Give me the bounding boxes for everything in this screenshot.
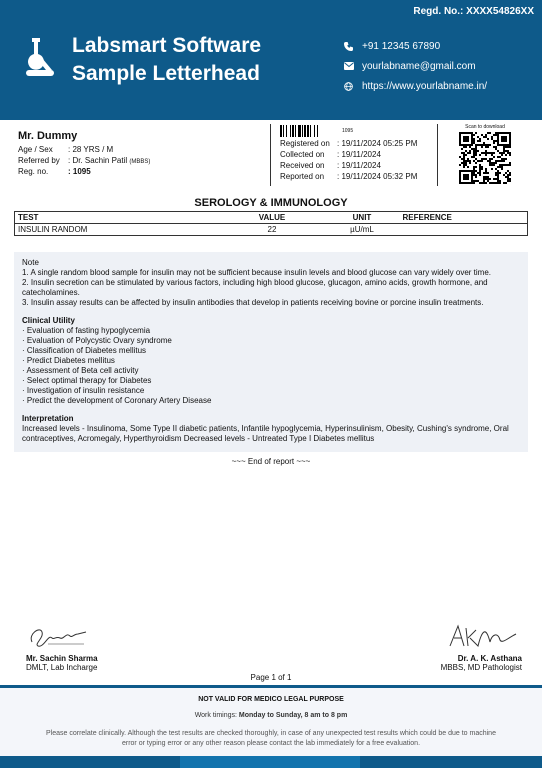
interpretation-title: Interpretation	[22, 414, 74, 423]
notes-box	[14, 252, 528, 452]
received-row: Received on : 19/11/2024	[280, 161, 381, 170]
table-row: INSULIN RANDOM 22 µU/mL	[15, 224, 528, 236]
barcode-icon	[280, 125, 338, 137]
clinical-utility-title: Clinical Utility	[22, 316, 75, 325]
sample-dates	[280, 124, 430, 182]
list-item: · Evaluation of fasting hypoglycemia	[22, 326, 151, 335]
phone-contact: +91 12345 67890	[344, 36, 487, 56]
list-item: · Investigation of insulin resistance	[22, 386, 145, 395]
divider	[270, 124, 271, 186]
disclaimer: Please correlate clinically. Although the test results are checked thoroughly, in case of any unexpected test results which could be due to machine error or typing error or any other reason please contact the lab immediately for a free evaluation.	[46, 730, 496, 747]
signature-icon	[446, 620, 522, 650]
brand-name: Labsmart Software Sample Letterhead	[72, 34, 262, 85]
barcode: 1095	[280, 124, 430, 138]
email-contact[interactable]: yourlabname@gmail.com	[344, 56, 487, 76]
results-table	[14, 211, 528, 236]
end-of-report: ~~~ End of report ~~~	[231, 457, 311, 466]
registration-number: Regd. No.: XXXX54826XX	[413, 6, 534, 17]
phone-icon	[344, 42, 360, 51]
collected-row: Collected on : 19/11/2024	[280, 150, 381, 159]
note-line: 3. Insulin assay results can be affected by insulin antibodies that develop in patients receiving bovine or porcine insulin treatments.	[22, 298, 484, 307]
signature-icon	[26, 620, 96, 650]
qr-code-icon	[459, 132, 511, 184]
registered-row: Registered on : 19/11/2024 05:25 PM	[280, 139, 418, 148]
reported-row: Reported on : 19/11/2024 05:32 PM	[280, 172, 418, 181]
list-item: · Predict Diabetes mellitus	[22, 356, 115, 365]
signature-right: Dr. A. K. Asthana MBBS, MD Pathologist	[441, 620, 522, 672]
page-number: Page 1 of 1	[250, 673, 292, 682]
not-valid-notice: NOT VALID FOR MEDICO LEGAL PURPOSE	[198, 696, 344, 703]
list-item: · Evaluation of Polycystic Ovary syndrome	[22, 336, 172, 345]
table-header: TEST VALUE UNIT REFERENCE	[15, 212, 528, 224]
interpretation-text: Increased levels - Insulinoma, Some Type II diabetic patients, Infantile hypoglycemia, Hyperinsulinism, Obesity, Cushing's syndrome, Oral contraceptives, Acromegaly, Hyperthyroidism Decreased levels - Untreated Type I Diabetes mellitus	[22, 424, 509, 443]
list-item: · Select optimal therapy for Diabetes	[22, 376, 152, 385]
microscope-logo-icon	[22, 36, 58, 80]
qr-code[interactable]: Scan to download	[455, 124, 515, 184]
contact-info	[344, 36, 487, 96]
note-line: 2. Insulin secretion can be stimulated by various factors, including high blood glucose, glucagon, amino acids, growth hormone, and catecholamines.	[22, 278, 488, 297]
note-line: 1. A single random blood sample for insulin may not be sufficient because insulin levels and blood glucose can vary widely over time.	[22, 268, 492, 277]
website-contact[interactable]: https://www.yourlabname.in/	[344, 76, 487, 96]
bottom-strip	[0, 756, 542, 768]
list-item: · Assessment of Beta cell activity	[22, 366, 139, 375]
work-timings: Work timings: Monday to Sunday, 8 am to 8 pm	[194, 712, 348, 719]
note-title: Note	[22, 258, 39, 267]
reg-no-row: Reg. no. : 1095	[18, 167, 91, 176]
list-item: · Predict the development of Coronary Artery Disease	[22, 396, 212, 405]
signature-left: Mr. Sachin Sharma DMLT, Lab Incharge	[26, 620, 98, 672]
referred-by-row: Referred by : Dr. Sachin Patil (MBBS)	[18, 156, 151, 165]
divider	[437, 124, 438, 186]
patient-name: Mr. Dummy	[18, 130, 78, 142]
age-sex-row: Age / Sex : 28 YRS / M	[18, 145, 114, 154]
list-item: · Classification of Diabetes mellitus	[22, 346, 147, 355]
globe-icon	[344, 82, 360, 91]
section-title: SEROLOGY & IMMUNOLOGY	[194, 197, 348, 209]
mail-icon	[344, 62, 360, 70]
letterhead-header	[0, 0, 542, 120]
patient-details	[18, 130, 268, 177]
